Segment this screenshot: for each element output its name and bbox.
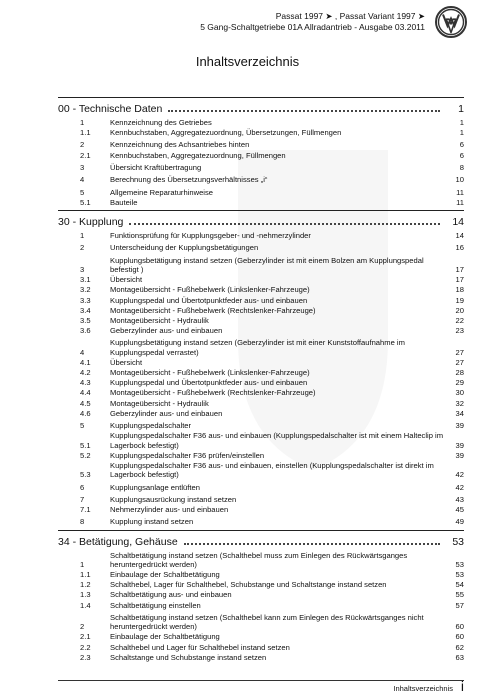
vw-logo-icon	[435, 6, 467, 38]
entry-title: Kupplungspedalschalter F36 prüfen/einstellen	[110, 450, 265, 460]
entry-title: Geberzylinder aus- und einbauen	[110, 408, 223, 418]
entry-title: Einbaulage der Schaltbetätigung	[110, 632, 220, 642]
section-page: 53	[452, 535, 464, 548]
entry-title: Einbaulage der Schaltbetätigung	[110, 570, 220, 580]
toc-entry[interactable]	[58, 517, 464, 526]
entry-title: Schaltstange und Schubstange instand setzen	[110, 652, 267, 662]
toc-entry[interactable]	[58, 296, 464, 305]
entry-title: Schaltbetätigung einstellen	[110, 600, 201, 610]
entry-page: 1	[459, 118, 464, 127]
toc-entry[interactable]	[58, 399, 464, 408]
toc-entry[interactable]	[58, 358, 464, 367]
entry-number: 2	[80, 140, 85, 150]
entry-title: Kupplung instand setzen	[110, 517, 194, 527]
entry-number: 2.1	[80, 632, 91, 642]
toc-entry[interactable]	[58, 551, 464, 570]
toc-entry[interactable]	[58, 275, 464, 284]
section-heading[interactable]	[58, 530, 464, 548]
section-title: 00 - Technische Daten	[58, 103, 163, 115]
toc-entry[interactable]	[58, 483, 464, 492]
entry-number: 8	[80, 517, 85, 527]
toc-entry[interactable]	[58, 653, 464, 662]
entry-number: 5.3	[80, 470, 91, 480]
toc-entry[interactable]	[58, 256, 464, 275]
entry-title: Kupplungsanlage entlüften	[110, 482, 200, 492]
entry-page: 54	[455, 580, 464, 590]
entry-page: 39	[455, 450, 464, 460]
entry-title: Kupplungspedalschalter	[110, 421, 192, 431]
toc-entry[interactable]	[58, 601, 464, 610]
entry-title: Kupplungspedal und Übertotpunktfeder aus- und einbauen	[110, 378, 308, 388]
section-title: 34 - Betätigung, Gehäuse	[58, 535, 178, 548]
entry-title: Montageübersicht - Fußhebelwerk (Linkslenker-Fahrzeuge)	[110, 368, 310, 378]
entry-title: Kennzeichnung des Getriebes	[110, 118, 212, 127]
toc-entry[interactable]	[58, 188, 464, 197]
dot-leader	[129, 223, 440, 225]
entry-number: 4	[80, 347, 85, 357]
entry-number: 3.2	[80, 285, 91, 295]
entry-number: 5	[80, 187, 85, 197]
entry-page: 39	[455, 421, 464, 431]
entry-page: 30	[455, 388, 464, 398]
entry-page: 16	[455, 243, 464, 253]
toc-entry[interactable]	[58, 590, 464, 599]
footer-page-number: i	[460, 678, 464, 694]
entry-page: 23	[455, 326, 464, 336]
toc-entry[interactable]	[58, 421, 464, 430]
entry-page: 57	[455, 600, 464, 610]
entry-number: 5	[80, 421, 85, 431]
toc-entry[interactable]	[58, 128, 464, 137]
toc-entry[interactable]	[58, 338, 464, 357]
entry-page: 1	[459, 128, 464, 138]
entry-title: Übersicht	[110, 275, 143, 285]
entry-page: 14	[455, 231, 464, 241]
entry-title: Kennzeichnung des Achsantriebes hinten	[110, 140, 250, 150]
entry-number: 3.6	[80, 326, 91, 336]
entry-number: 1.2	[80, 580, 91, 590]
entry-page: 62	[455, 642, 464, 652]
entry-title: Geberzylinder aus- und einbauen	[110, 326, 223, 336]
toc-entry[interactable]	[58, 316, 464, 325]
entry-page: 63	[455, 652, 464, 662]
toc-entry[interactable]	[58, 118, 464, 127]
entry-page: 8	[459, 162, 464, 172]
toc-entry[interactable]	[58, 151, 464, 160]
entry-title: Schalthebel, Lager für Schalthebel, Schubstange und Schaltstange instand setzen	[110, 580, 387, 590]
entry-number: 2	[80, 243, 85, 253]
section-page: 14	[452, 216, 464, 229]
entry-title: Berechnung des Übersetzungsverhältnisses „i“	[110, 175, 268, 185]
entry-title: Schaltbetätigung instand setzen (Schalthebel kann zum Einlegen des Rückwärtsganges nicht heruntergedrückt werden)	[110, 612, 424, 632]
section-heading[interactable]	[58, 97, 464, 115]
toc-entry[interactable]	[58, 643, 464, 652]
entry-page: 29	[455, 378, 464, 388]
entry-number: 5.1	[80, 197, 91, 207]
entry-page: 27	[455, 347, 464, 357]
entry-title: Übersicht Kraftübertragung	[110, 162, 202, 172]
entry-page: 17	[455, 264, 464, 274]
toc-entry[interactable]	[58, 378, 464, 387]
entry-number: 2.3	[80, 652, 91, 662]
entry-page: 11	[456, 187, 464, 197]
entry-title: Übersicht	[110, 357, 143, 367]
entry-number: 4.3	[80, 378, 91, 388]
entry-number: 2.1	[80, 150, 91, 160]
toc-entry[interactable]	[58, 175, 464, 184]
entry-number: 4.1	[80, 357, 91, 367]
entry-page: 17	[455, 275, 464, 285]
toc-entry[interactable]	[58, 570, 464, 579]
entry-page: 53	[455, 559, 464, 569]
entry-number: 1.1	[80, 570, 91, 580]
entry-number: 3.1	[80, 275, 91, 285]
entry-number: 5.1	[80, 440, 91, 450]
toc-entry[interactable]	[58, 306, 464, 315]
entry-number: 2	[80, 622, 85, 632]
entry-title: Montageübersicht - Hydraulik	[110, 315, 209, 325]
toc-entry[interactable]	[58, 285, 464, 294]
entry-page: 11	[456, 197, 464, 207]
entry-title: Bauteile	[110, 197, 138, 207]
entry-title: Montageübersicht - Fußhebelwerk (Rechtslenker-Fahrzeuge)	[110, 388, 316, 398]
toc-entry[interactable]	[58, 461, 464, 480]
toc-entry[interactable]	[58, 580, 464, 589]
toc-entry[interactable]	[58, 140, 464, 149]
entry-page: 45	[455, 505, 464, 515]
entry-title: Funktionsprüfung für Kupplungsgeber- und -nehmerzylinder	[110, 231, 311, 241]
entry-number: 1	[80, 559, 85, 569]
entry-page: 32	[455, 398, 464, 408]
toc-entry[interactable]	[58, 431, 464, 450]
toc-entry[interactable]	[58, 198, 464, 207]
entry-title: Allgemeine Reparaturhinweise	[110, 187, 213, 197]
entry-number: 4.5	[80, 398, 91, 408]
dot-leader	[184, 543, 440, 545]
entry-page: 43	[455, 494, 464, 504]
page-title: Inhaltsverzeichnis	[195, 54, 300, 69]
entry-title: Kupplungspedal und Übertotpunktfeder aus- und einbauen	[110, 295, 308, 305]
entry-page: 42	[455, 470, 464, 480]
section-page: 1	[458, 103, 464, 115]
entry-title: Kennbuchstaben, Aggregatezuordnung, Füllmengen	[110, 150, 286, 160]
entry-number: 1	[80, 231, 85, 241]
entry-number: 7	[80, 494, 85, 504]
entry-page: 18	[455, 285, 464, 295]
entry-title: Schaltbetätigung instand setzen (Schalthebel muss zum Einlegen des Rückwärtsganges heruntergedrückt werden)	[110, 550, 408, 569]
entry-number: 3.3	[80, 295, 91, 305]
entry-page: 39	[455, 440, 464, 450]
entry-title: Nehmerzylinder aus- und einbauen	[110, 505, 229, 515]
entry-number: 3.4	[80, 305, 91, 315]
toc-entry[interactable]	[58, 388, 464, 397]
entry-number: 1.1	[80, 128, 91, 138]
toc-entry[interactable]	[58, 163, 464, 172]
toc-entry[interactable]	[58, 495, 464, 504]
toc-entry[interactable]	[58, 243, 464, 252]
entry-number: 2.2	[80, 642, 91, 652]
entry-number: 6	[80, 482, 85, 492]
footer-divider	[58, 680, 464, 681]
entry-number: 3	[80, 162, 85, 172]
section-heading[interactable]	[58, 210, 464, 228]
toc-entry[interactable]	[58, 409, 464, 418]
entry-page: 6	[459, 150, 464, 160]
toc-entry[interactable]	[58, 326, 464, 335]
entry-number: 1.3	[80, 590, 91, 600]
entry-title: Kupplungsbetätigung instand setzen (Geberzylinder ist mit einem Bolzen am Kupplungspedal befestigt )	[110, 255, 424, 274]
entry-title: Kennbuchstaben, Aggregatezuordnung, Übersetzungen, Füllmengen	[110, 128, 342, 138]
entry-page: 49	[455, 517, 464, 527]
entry-number: 5.2	[80, 450, 91, 460]
entry-number: 4	[80, 175, 85, 185]
toc-entry[interactable]	[58, 505, 464, 514]
entry-title: Montageübersicht - Hydraulik	[110, 398, 209, 408]
toc-entry[interactable]	[58, 632, 464, 641]
entry-title: Unterscheidung der Kupplungsbetätigungen	[110, 243, 259, 253]
entry-title: Montageübersicht - Fußhebelwerk (Linkslenker-Fahrzeuge)	[110, 285, 310, 295]
entry-title: Kupplungsbetätigung instand setzen (Geberzylinder ist mit einer Kunststoffaufnahme im Kupplungspedal verrastet)	[110, 338, 405, 357]
entry-title: Schaltbetätigung aus- und einbauen	[110, 590, 232, 600]
entry-number: 4.4	[80, 388, 91, 398]
entry-page: 22	[455, 315, 464, 325]
entry-page: 27	[455, 357, 464, 367]
entry-page: 42	[455, 482, 464, 492]
section-title: 30 - Kupplung	[58, 216, 124, 229]
entry-title: Montageübersicht - Fußhebelwerk (Rechtslenker-Fahrzeuge)	[110, 305, 316, 315]
entry-page: 53	[455, 570, 464, 580]
entry-number: 3.5	[80, 315, 91, 325]
entry-page: 10	[455, 175, 464, 185]
entry-page: 6	[459, 140, 464, 150]
toc-entry[interactable]	[58, 613, 464, 632]
entry-page: 34	[455, 408, 464, 418]
entry-title: Kupplungspedalschalter F36 aus- und einbauen, einstellen (Kupplungspedalschalter ist direkt im Lagerbock befestigt)	[110, 460, 434, 480]
entry-page: 60	[455, 622, 464, 632]
entry-page: 19	[455, 295, 464, 305]
toc-entry[interactable]	[58, 231, 464, 240]
entry-title: Kupplungsausrückung instand setzen	[110, 494, 237, 504]
header-model-line: Passat 1997 ➤ , Passat Variant 1997 ➤	[275, 11, 425, 21]
footer-label: Inhaltsverzeichnis	[393, 684, 453, 693]
entry-number: 4.6	[80, 408, 91, 418]
entry-page: 20	[455, 305, 464, 315]
header-subtitle-line: 5 Gang-Schaltgetriebe 01A Allradantrieb - Ausgabe 03.2011	[200, 22, 425, 32]
entry-page: 55	[455, 590, 464, 600]
entry-number: 7.1	[80, 505, 91, 515]
toc-entry[interactable]	[58, 451, 464, 460]
entry-title: Schalthebel und Lager für Schalthebel instand setzen	[110, 642, 290, 652]
entry-number: 1	[80, 118, 85, 127]
toc-entry[interactable]	[58, 368, 464, 377]
dot-leader	[168, 110, 440, 112]
entry-page: 60	[455, 632, 464, 642]
entry-number: 1.4	[80, 600, 91, 610]
entry-number: 3	[80, 264, 85, 274]
entry-page: 28	[455, 368, 464, 378]
entry-title: Kupplungspedalschalter F36 aus- und einbauen (Kupplungspedalschalter ist mit einem Halteclip im Lagerbock befestigt)	[110, 431, 444, 450]
table-of-contents	[58, 97, 464, 662]
entry-number: 4.2	[80, 368, 91, 378]
